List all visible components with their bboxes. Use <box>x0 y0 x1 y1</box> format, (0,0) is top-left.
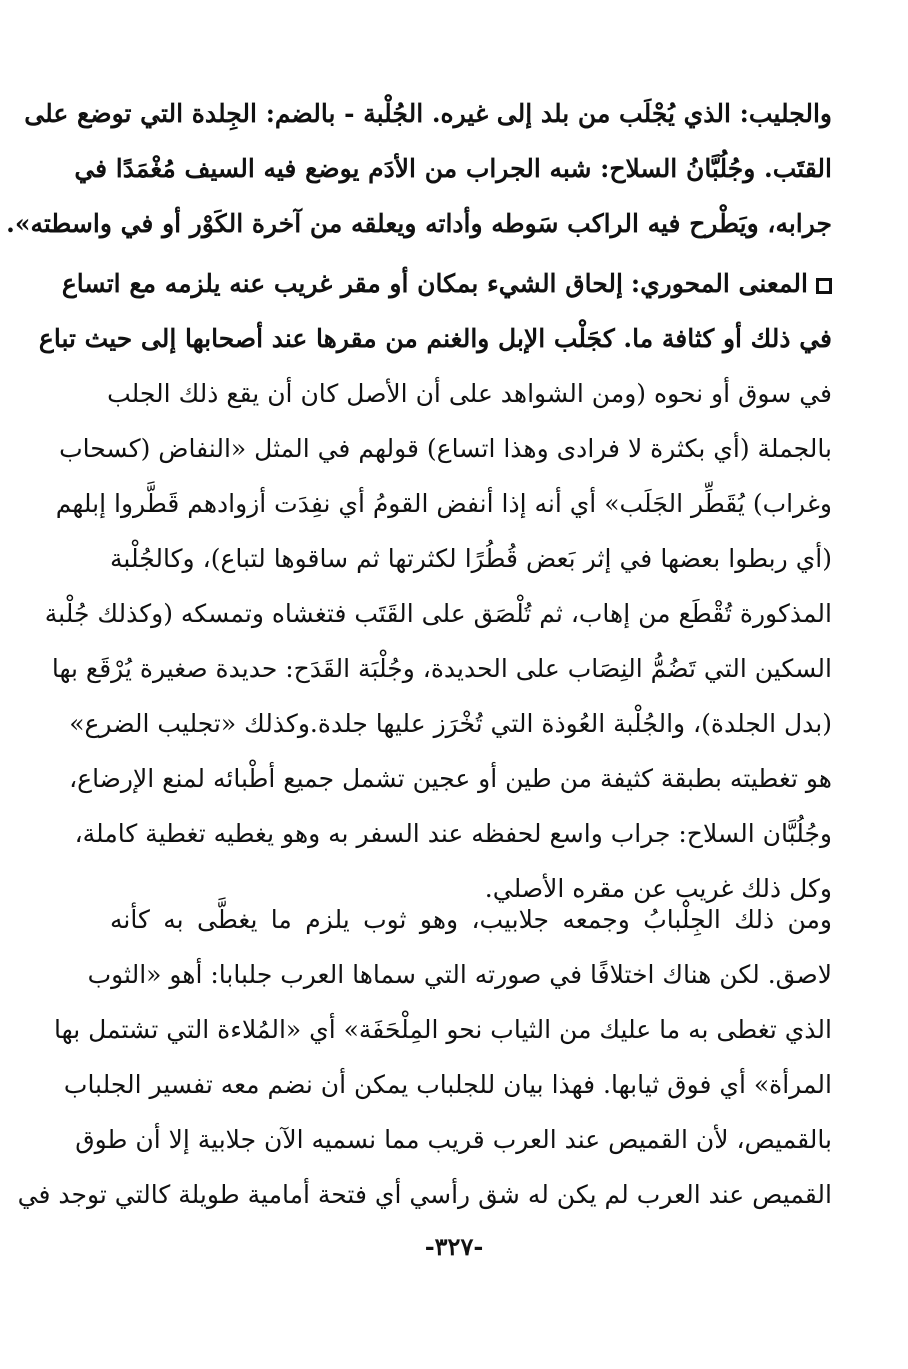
paragraph-line-first <box>61 256 832 311</box>
paragraph-line: (أي ربطوا بعضها في إثر بَعض قُطُرًا لكثرتها ثم ساقوها لتباع)، وكالجُلْبة <box>110 544 832 573</box>
paragraph-line: في سوق أو نحوه (ومن الشواهد على أن الأصل كان أن يقع ذلك الجلب <box>107 379 832 408</box>
paragraph-line: السكين التي تَضُمُّ النِصَاب على الحديدة، وجُلْبَة القَدَح: حديدة صغيرة يُرْقَع بها <box>51 654 832 683</box>
square-outline-icon <box>816 278 832 294</box>
paragraph-line: لاصق. لكن هناك اختلافًا في صورته التي سماها العرب جلبابا: أهو «الثوب <box>87 960 832 989</box>
paragraph-3 <box>17 892 832 1222</box>
paragraph-line: وكل ذلك غريب عن مقره الأصلي. <box>484 874 832 903</box>
page-number: -٣٢٧- <box>424 1232 484 1261</box>
paragraph-line: بالقميص، لأن القميص عند العرب قريب مما نسميه الآن جلابية إلا أن طوق <box>75 1125 832 1154</box>
paragraph-line: وغراب) يُقَطِّر الجَلَب» أي أنه إذا أنفض القومُ أي نفِدَت أزوادهم قَطَّروا إبلهم <box>55 489 832 518</box>
paragraph-line: (بدل الجلدة)، والجُلْبة العُوذة التي تُخْرَز عليها جلدة.وكذلك «تجليب الضرع» <box>69 709 832 738</box>
paragraph-line: المرأة» أي فوق ثيابها. فهذا بيان للجلباب يمكن أن نضم معه تفسير الجلباب <box>63 1070 832 1099</box>
paragraph-line: بالجملة (أي بكثرة لا فرادى وهذا اتساع) قولهم في المثل «النفاض (كسحاب <box>59 434 832 463</box>
paragraph-line: القميص عند العرب لم يكن له شق رأسي أي فتحة أمامية طويلة كالتي توجد في <box>17 1180 832 1209</box>
paragraph-line: الذي تغطى به ما عليك من الثياب نحو المِلْحَفَة» أي «المُلاءة التي تشتمل بها <box>54 1015 832 1044</box>
paragraph-line-text: إلحاق الشيء بمكان أو مقر غريب عنه يلزمه مع اتساع <box>61 269 623 298</box>
paragraph-line: المذكورة تُقْطَع من إهاب، ثم تُلْصَق على القَتَب فتغشاه وتمسكه (وكذلك جُلْبة <box>44 599 832 628</box>
paragraph-line: هو تغطيته بطبقة كثيفة من طين أو عجين تشمل جميع أطْبائه لمنع الإرضاع، <box>69 764 832 793</box>
paragraph-line: في ذلك أو كثافة ما. كجَلْب الإبل والغنم من مقرها عند أصحابها إلى حيث تباع <box>38 324 832 353</box>
paragraph-line: وجُلُبَّان السلاح: جراب واسع لحفظه عند السفر به وهو يغطيه تغطية كاملة، <box>74 819 832 848</box>
paragraph-2 <box>38 256 832 916</box>
paragraph-1 <box>6 86 832 251</box>
paragraph-line: القتَب. وجُلُبَّانُ السلاح: شبه الجراب من الأدَم يوضع فيه السيف مُغْمَدًا في <box>74 154 832 183</box>
paragraph-line: ومن ذلك الجِلْبابُ وجمعه جلابيب، وهو ثوب يلزم ما يغطَّى به كأنه <box>110 905 832 934</box>
paragraph-line: والجليب: الذي يُجْلَب من بلد إلى غيره. الجُلْبة - بالضم: الجِلدة التي توضع على <box>24 99 832 128</box>
paragraph-line: جرابه، ويَطْرح فيه الراكب سَوطه وأداته ويعلقه من آخرة الكَوْر أو في واسطته». <box>6 209 832 238</box>
section-heading: المعنى المحوري: <box>630 269 808 298</box>
